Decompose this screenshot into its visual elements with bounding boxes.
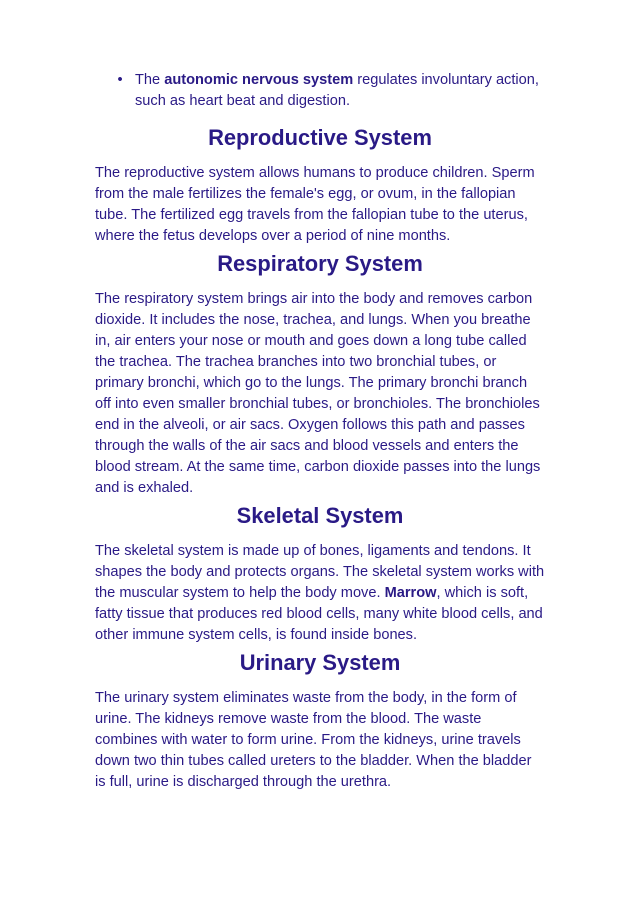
heading-skeletal-system: Skeletal System: [236, 503, 404, 528]
skeletal-term-marrow: Marrow: [384, 585, 437, 601]
section-skeletal-system: [95, 505, 545, 646]
bullet-autonomic-nervous-system: [95, 70, 545, 112]
heading-urinary-system: Urinary System: [239, 650, 401, 675]
skeletal-text-after: , which is soft, fatty tissue that produces red blood cells, many white blood cells, and other immune system cells, is found inside bones.: [95, 585, 543, 643]
bullet-list: [95, 70, 545, 112]
section-respiratory-system: [95, 253, 545, 499]
heading-reproductive-system: Reproductive System: [208, 125, 432, 150]
skeletal-text-before: The skeletal system is made up of bones, ligaments and tendons. It shapes the body and protects organs. The skeletal system works with the muscular system to help the body move.: [95, 543, 545, 601]
bullet-prefix: The: [135, 72, 165, 88]
paragraph-reproductive-system: The reproductive system allows humans to produce children. Sperm from the male fertilizes the female's egg, or ovum, in the fallopian tube. The fertilized egg travels from the fallopian tube to the uterus, where the fetus develops over a period of nine months.: [95, 165, 535, 244]
bullet-dot-icon: •: [117, 72, 123, 88]
paragraph-respiratory-system: The respiratory system brings air into the body and removes carbon dioxide. It includes the nose, trachea, and lungs. When you breathe in, air enters your nose or mouth and goes down a long tube called the trachea. The trachea branches into two bronchial tubes, or primary bronchi, which go to the lungs. The primary bronchi branch off into even smaller bronchial tubes, or bronchioles. The bronchioles end in the alveoli, or air sacs. Oxygen follows this path and passes through the walls of the air sacs and blood vessels and enters the blood stream. At the same time, carbon dioxide passes into the lungs and is exhaled.: [95, 291, 541, 496]
bullet-text: regulates involuntary action, such as heart beat and digestion.: [135, 72, 539, 109]
heading-respiratory-system: Respiratory System: [217, 251, 423, 276]
section-reproductive-system: [95, 127, 545, 247]
bullet-term: autonomic nervous system: [164, 72, 354, 88]
section-urinary-system: [95, 652, 545, 793]
paragraph-urinary-system: The urinary system eliminates waste from the body, in the form of urine. The kidneys remove waste from the blood. The waste combines with water to form urine. From the kidneys, urine travels down two thin tubes called ureters to the bladder. When the bladder is full, urine is discharged through the urethra.: [95, 690, 532, 790]
document-page: [95, 70, 545, 799]
paragraph-skeletal-system: [95, 541, 545, 646]
